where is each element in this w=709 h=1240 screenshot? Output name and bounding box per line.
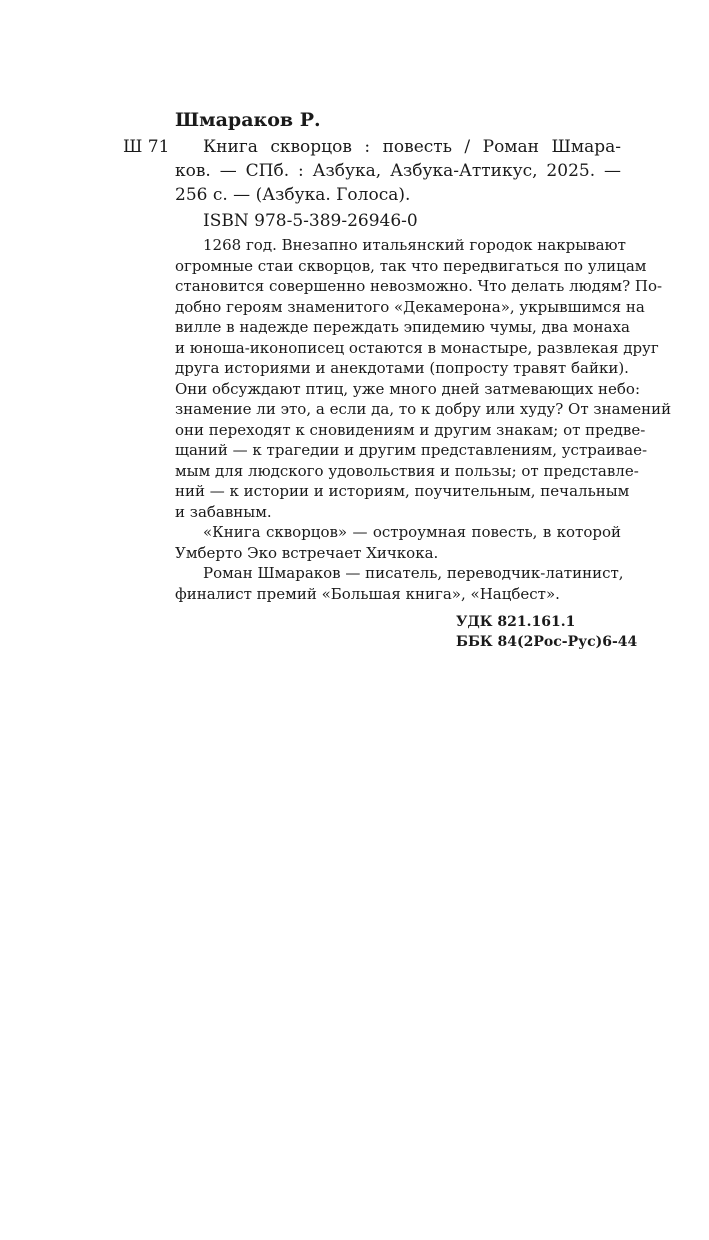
- annotation-line: огромные стаи скворцов, так что передвигаться по улицам: [175, 256, 647, 275]
- annotation-line: они переходят к сновидениям и другим знакам; от предве-: [175, 420, 646, 439]
- isbn: ISBN 978-5-389-26946-0: [203, 211, 418, 231]
- annotation-paragraph: [175, 235, 672, 522]
- annotation-paragraph: [175, 522, 621, 563]
- annotation-paragraph: [175, 563, 624, 604]
- annotation-line: и забавным.: [175, 502, 272, 521]
- classification-indices: [456, 612, 637, 652]
- annotation-line: и юноша-иконописец остаются в монастыре, развлекая друг: [175, 338, 659, 357]
- annotation-line: мым для людского удовольствия и пользы; от представле-: [175, 461, 639, 480]
- annotation-line: «Книга скворцов» — остроумная повесть, в которой: [203, 523, 621, 541]
- annotation-line: Роман Шмараков — писатель, переводчик-латинист,: [203, 564, 624, 582]
- author-heading: Шмараков Р.: [175, 109, 321, 131]
- bibliographic-description: [175, 135, 621, 207]
- annotation-line: вилле в надежде переждать эпидемию чумы, два монаха: [175, 318, 630, 336]
- annotation-line: Умберто Эко встречает Хичкока.: [175, 543, 439, 562]
- bibliographic-line: ков. — СПб. : Азбука, Азбука-Аттикус, 2025. —: [175, 161, 621, 181]
- annotation-line: становится совершенно невозможно. Что делать людям? По-: [175, 277, 663, 295]
- annotation-line: щаний — к трагедии и другим представлениям, устраивае-: [175, 441, 648, 459]
- annotation-line: ний — к истории и историям, поучительным, печальным: [175, 482, 630, 500]
- annotation-line: Они обсуждают птиц, уже много дней затмевающих небо:: [175, 379, 640, 398]
- annotation-line: финалист премий «Большая книга», «Нацбест».: [175, 584, 560, 603]
- bbk-index: ББК 84(2Рос-Рус)6-44: [456, 634, 638, 650]
- udk-index: УДК 821.161.1: [456, 614, 576, 630]
- shelfmark: Ш 71: [123, 137, 170, 157]
- annotation-line: знамение ли это, а если да, то к добру или худу? От знамений: [175, 400, 672, 418]
- bibliographic-line: 256 с. — (Азбука. Голоса).: [175, 185, 411, 205]
- annotation: [175, 235, 672, 604]
- bibliographic-line: Книга скворцов : повесть / Роман Шмара-: [203, 137, 621, 157]
- annotation-line: друга историями и анекдотами (попросту травят байки).: [175, 359, 629, 377]
- annotation-line: добно героям знаменитого «Декамерона», укрывшимся на: [175, 297, 645, 316]
- annotation-line: 1268 год. Внезапно итальянский городок накрывают: [203, 236, 626, 254]
